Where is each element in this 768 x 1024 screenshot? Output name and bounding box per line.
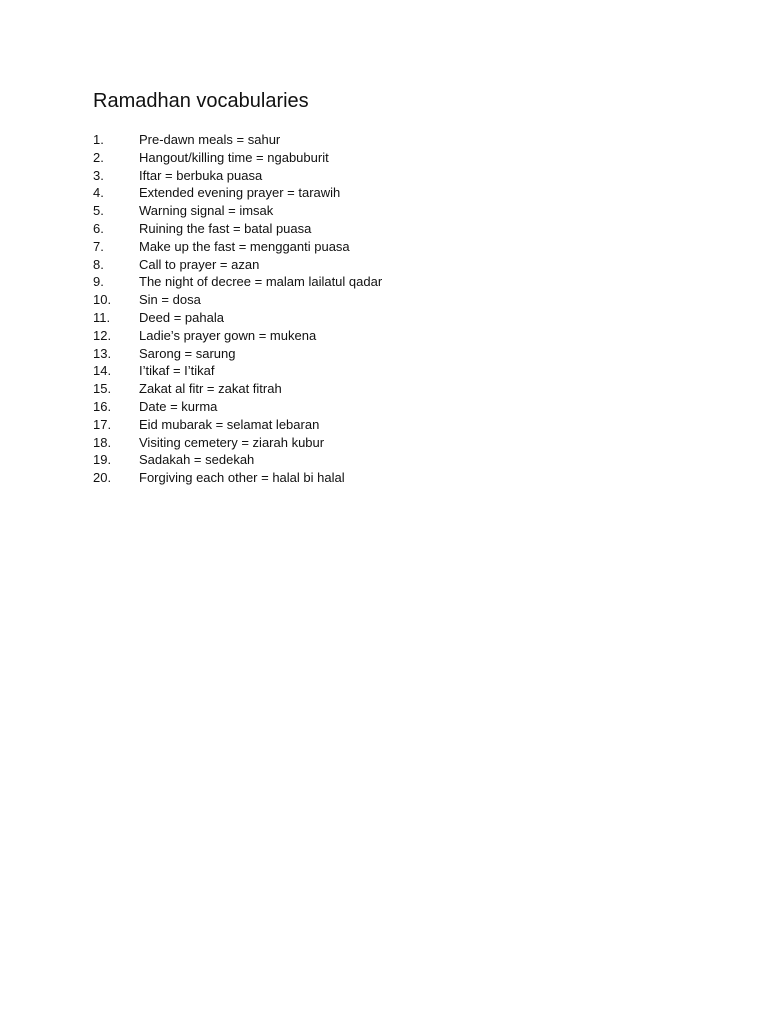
list-item-number: 17. [93,416,112,432]
list-item-text: Call to prayer = azan [139,256,260,272]
list-item-number: 5. [93,203,104,219]
list-item-text: Iftar = berbuka puasa [139,167,263,183]
list-item-number: 1. [93,132,104,147]
list-item-number: 6. [93,220,104,236]
list-item-text: Pre-dawn meals = sahur [139,132,281,147]
list-item-text: The night of decree = malam lailatul qadar [139,274,383,290]
list-item-number: 13. [93,345,112,361]
list-item-text: Eid mubarak = selamat lebaran [139,416,320,432]
list-item-number: 14. [93,363,112,379]
list-item-number: 20. [93,470,112,486]
list-item-text: Visiting cemetery = ziarah kubur [139,434,325,450]
list-item-text: Sin = dosa [139,292,201,308]
list-item-text: Date = kurma [139,398,218,414]
list-item-number: 12. [93,327,112,343]
list-item-number: 2. [93,149,104,165]
list-item-text: Deed = pahala [139,309,224,325]
list-item-text: Zakat al fitr = zakat fitrah [139,381,282,397]
list-item-number: 8. [93,256,104,272]
list-item-text: Warning signal = imsak [139,203,274,219]
list-item-number: 7. [93,238,104,254]
list-item-number: 15. [93,381,112,397]
list-item-text: Ruining the fast = batal puasa [139,220,312,236]
list-item-text: Sadakah = sedekah [139,452,255,468]
list-item-text: Ladie’s prayer gown = mukena [139,327,317,343]
list-item-number: 16. [93,398,112,414]
list-item-text: Sarong = sarung [139,345,236,361]
list-item-number: 3. [93,167,104,183]
list-item-text: I’tikaf = I’tikaf [139,363,215,379]
list-item-text: Forgiving each other = halal bi halal [139,470,345,486]
document-title: Ramadhan vocabularies [93,90,309,112]
list-item-number: 18. [93,434,112,450]
list-item-text: Hangout/killing time = ngabuburit [139,149,329,165]
list-item-number: 19. [93,452,112,468]
list-item-number: 4. [93,185,104,201]
list-item-text: Extended evening prayer = tarawih [139,185,341,201]
list-item-text: Make up the fast = mengganti puasa [139,238,350,254]
list-item-number: 10. [93,292,112,308]
list-item-number: 9. [93,274,104,290]
list-item-number: 11. [93,309,111,325]
